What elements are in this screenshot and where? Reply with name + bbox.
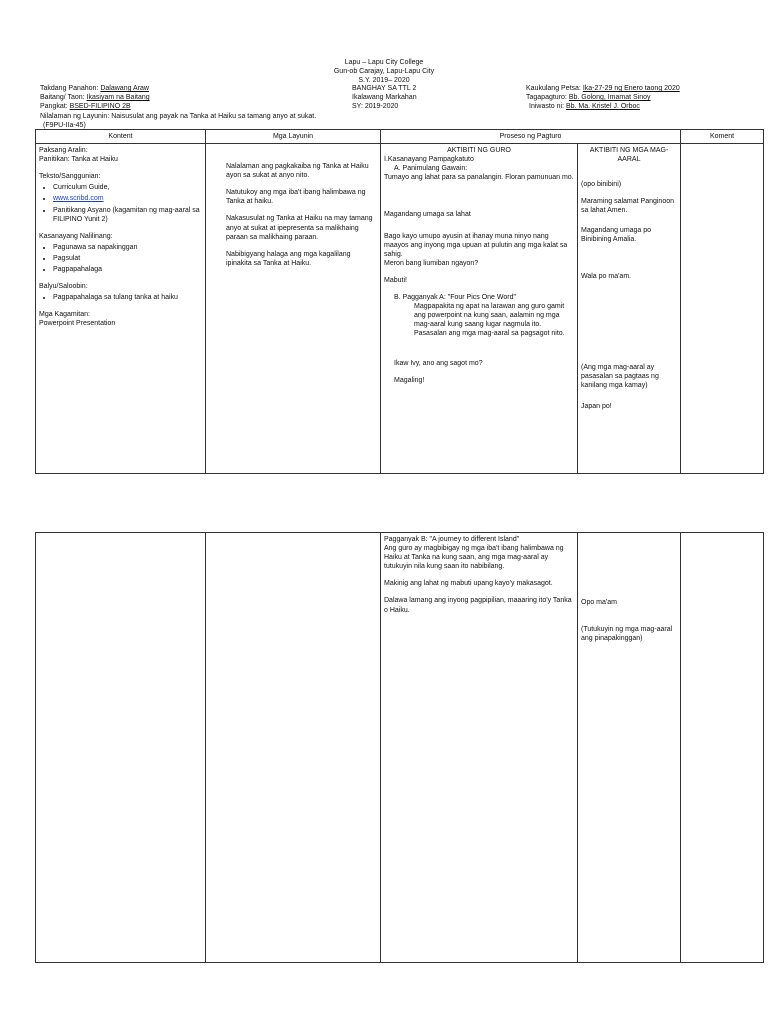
tagapagturo: Tagapagturo: Bb. Golong, Imamat Sinoy	[526, 94, 651, 101]
guro-line: Ikaw Ivy, ano ang sagot mo?	[394, 359, 483, 367]
guro-line: I.Kasanayang Pampagkatuto	[384, 156, 474, 164]
nilalaman-layunin: Nilalaman ng Layunin: Naisusulat ang payak na Tanka at Haiku sa tamang anyo at sukat.	[40, 113, 317, 120]
guro-line: Magpapakita ng apat na larawan ang guro gamit ang powerpoint na kung saan, aalamin ng mga mag-aaral kung saang lugar nagmula ito.	[414, 303, 565, 329]
header-kontent: Kontent	[36, 130, 206, 144]
guro-line: Magandang umaga sa lahat	[384, 211, 471, 219]
koment-cell-2	[681, 533, 764, 963]
kontent-cell-2	[36, 533, 206, 963]
scribd-link[interactable]: www.scribd.com	[53, 195, 104, 203]
layunin-cell-2	[206, 533, 381, 963]
competency-code: (F9PU-IIa-45)	[43, 122, 86, 129]
balyu-list	[39, 293, 202, 302]
banghay-title: BANGHAY SA TTL 2	[352, 85, 417, 92]
guro-line: Makinig ang lahat ng mabuti upang kayo'y makasagot.	[384, 580, 553, 588]
kaukulang-petsa: Kaukulang Petsa: Ika-27-29 ng Enero taong 2020	[526, 85, 680, 92]
markahan: Ikalawang Markahan	[352, 94, 417, 101]
lesson-plan-table-1	[35, 129, 764, 474]
list-item: • Pagsulat	[53, 254, 202, 263]
mag-line: Maraming salamat Panginoon sa lahat Amen.	[581, 198, 674, 215]
kasanayan-label: Kasanayang Nalilinang:	[39, 232, 113, 240]
aktibiti-mag-cell-2	[578, 533, 681, 963]
paksang-aralin: Paksang Aralin:	[39, 147, 88, 155]
guro-line: B. Pagganyak A: "Four Pics One Word"	[394, 294, 516, 302]
layunin-3: Nakasusulat ng Tanka at Haiku na may tamang anyo at sukat at ipepresenta sa malikhaing paraan sa malikhaing paraan.	[226, 215, 373, 241]
iniwasto: Iniwasto ni: Bb. Ma. Kristel J. Orboc	[529, 103, 640, 110]
mag-line: Japan po!	[581, 403, 612, 411]
guro-line: Tumayo ang lahat para sa panalangin. Floran pamunuan mo.	[384, 174, 574, 182]
mag-header: AKTIBITI NG MGA MAG-AARAL	[589, 147, 669, 164]
kasanayan-list	[39, 243, 202, 274]
header-proseso: Proseso ng Pagturo	[381, 130, 681, 144]
list-item: • Pagpapahalaga sa tulang tanka at haiku	[53, 293, 202, 302]
sy-center: SY: 2019-2020	[352, 103, 399, 110]
college-name: Lapu – Lapu City College	[344, 59, 424, 66]
teksto-label: Teksto/Sanggunian:	[39, 173, 101, 181]
teksto-list	[39, 183, 202, 223]
layunin-4: Nabibigyang halaga ang mga kagalilang ipinakita sa Tanka at Haiku.	[226, 250, 351, 267]
lesson-plan-table-2	[35, 532, 764, 963]
list-item: • Pagunawa sa napakinggan	[53, 243, 202, 252]
mag-line: (Ang mga mag-aaral ay pasasalan sa pagtaas ng kanilang mga kamay)	[581, 363, 659, 390]
layunin-1: Nalalaman ang pagkakaiba ng Tanka at Haiku ayon sa sukat at anyo nito.	[226, 163, 369, 180]
aktibiti-guro-cell	[381, 144, 578, 474]
mag-line: Opo ma'am	[581, 599, 617, 606]
layunin-2: Natutukoy ang mga iba't ibang halimbawa ng Tanka at haiku.	[226, 189, 366, 206]
mag-line: Wala po ma'am.	[581, 272, 632, 280]
guro-line: Bago kayo umupo ayusin at ihanay muna ninyo nang maayos ang inyong mga upuan at pulutin ang mga kalat sa sahig.	[384, 232, 568, 258]
mag-line: (Tutukuyin ng mga mag-aaral ang pinapakinggan)	[581, 626, 673, 643]
guro-header: AKTIBITI NG GURO	[447, 147, 511, 155]
list-item: • Curriculum Guide,	[53, 183, 202, 192]
layunin-cell	[206, 144, 381, 474]
guro-line: Ang guro ay magbibigay ng mga iba't ibang halimbawa ng Haiku at Tanka na kung saan, ang mga mag-aaral ay tutukuyin nila kung saan ito nabibilang.	[384, 545, 564, 571]
list-item	[53, 194, 202, 203]
aktibiti-mag-cell	[578, 144, 681, 474]
list-item: • Pagpapahalaga	[53, 265, 202, 274]
takdang-panahon: Takdang Panahon: Dalawang Araw	[40, 85, 149, 92]
guro-line: Pagganyak B: "A journey to different Island"	[384, 536, 520, 543]
balyu-label: Balyu/Saloobin:	[39, 283, 88, 291]
pangkat: Pangkat: BSED-FILIPINO 2B	[40, 103, 131, 110]
list-item: • Panitikang Asyano (kagamitan ng mag-aaral sa FILIPINO Yunit 2)	[53, 206, 202, 224]
guro-line: Mabuti!	[384, 276, 407, 284]
header-layunin: Mga Layunin	[206, 130, 381, 144]
mag-line: (opo binibini)	[581, 181, 622, 189]
koment-cell	[681, 144, 764, 474]
guro-line: Pasasalan ang mga mag-aaral sa pagsagot nito.	[414, 330, 565, 338]
guro-line: Magaling!	[394, 376, 425, 384]
college-address: Gun-ob Carajay, Lapu-Lapu City	[333, 68, 435, 75]
school-year: S.Y. 2019– 2020	[358, 77, 410, 84]
guro-line: Meron bang liumiban ngayon?	[384, 259, 479, 267]
baitang: Baitang/ Taon: Ikasiyam na Baitang	[40, 94, 150, 101]
header-koment: Koment	[681, 130, 764, 144]
kagamitan-label: Mga Kagamitan:	[39, 311, 90, 319]
panitikan: Panitikan: Tanka at Haiku	[39, 156, 118, 164]
kagamitan-value: Powerpoint Presentation	[39, 320, 116, 328]
guro-line: A. Panimulang Gawain:	[394, 165, 468, 173]
aktibiti-guro-cell-2	[381, 533, 578, 963]
mag-line: Magandang umaga po Binibining Amalia.	[581, 226, 652, 243]
kontent-cell	[36, 144, 206, 474]
guro-line: Dalawa lamang ang inyong pagpipilian, maaaring ito'y Tanka o Haiku.	[384, 597, 572, 614]
